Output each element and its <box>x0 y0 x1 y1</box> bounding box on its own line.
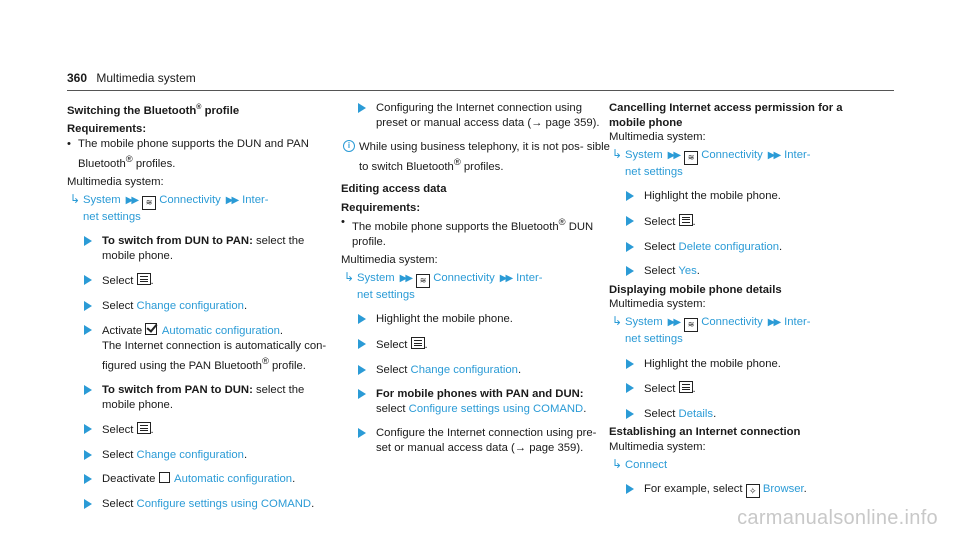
heading-cancel-access: Cancelling Internet access permission for a mobile phone <box>609 102 843 129</box>
path-internet-settings-link-cont[interactable]: net settings <box>83 210 141 223</box>
menu-icon <box>137 273 151 285</box>
step-arrow-icon <box>358 365 366 375</box>
step-delete-config: Select Delete configuration. <box>609 240 879 255</box>
menu-path <box>67 193 337 225</box>
connectivity-icon: ≋ <box>142 196 156 210</box>
step-configuring-internet: Configuring the Internet connection using preset or manual access data (→ page 359). <box>341 101 611 130</box>
step-dun-to-pan: To switch from DUN to PAN: select the mobile phone. <box>67 234 337 263</box>
compass-icon: ✧ <box>746 484 760 498</box>
step-arrow-icon <box>84 474 92 484</box>
step-select-menu: Select . <box>609 214 879 230</box>
step-deactivate-auto: Deactivate Automatic configuration. <box>67 472 337 487</box>
step-arrow-icon <box>626 191 634 201</box>
connect-link[interactable]: Connect <box>625 458 668 471</box>
requirements-heading: Requirements: <box>67 123 147 136</box>
return-arrow-icon: ↳ <box>344 269 355 284</box>
path-connectivity-link[interactable]: Connectivity <box>701 315 763 328</box>
browser-link[interactable]: Browser <box>762 483 804 496</box>
step-arrow-icon <box>358 428 366 438</box>
path-connectivity-link[interactable]: Connectivity <box>433 271 495 284</box>
double-chevron-icon: ▶▶ <box>767 316 780 328</box>
info-note: i While using business telephony, it is not pos- sible to switch Bluetooth® profiles. <box>341 140 611 174</box>
menu-icon <box>679 214 693 226</box>
path-internet-settings-link[interactable]: Inter- <box>242 193 269 206</box>
configure-comand-link[interactable]: Configure settings using COMAND <box>408 402 584 415</box>
multimedia-system-label: Multimedia system: <box>609 131 706 144</box>
change-configuration-link[interactable]: Change configuration <box>136 448 244 461</box>
path-connectivity-link[interactable]: Connectivity <box>701 148 763 161</box>
multimedia-system-label: Multimedia system: <box>609 298 706 311</box>
step-arrow-icon <box>626 359 634 369</box>
column-1 <box>67 101 337 522</box>
step-config-comand: Select Configure settings using COMAND. <box>67 497 337 512</box>
step-pan-and-dun: For mobile phones with PAN and DUN: select Configure settings using COMAND. <box>341 387 611 416</box>
step-arrow-icon <box>626 242 634 252</box>
step-highlight-phone: Highlight the mobile phone. <box>609 189 879 204</box>
details-link[interactable]: Details <box>678 407 714 420</box>
connectivity-icon: ≋ <box>684 318 698 332</box>
return-arrow-icon: ↳ <box>612 146 623 161</box>
multimedia-system-label: Multimedia system: <box>341 254 438 267</box>
double-chevron-icon: ▶▶ <box>667 149 680 161</box>
step-change-config-2: Select Change configuration. <box>67 448 337 463</box>
path-internet-settings-link-cont[interactable]: net settings <box>625 332 683 345</box>
step-arrow-icon <box>84 236 92 246</box>
path-internet-settings-link-cont[interactable]: net settings <box>357 288 415 301</box>
step-arrow-icon <box>358 314 366 324</box>
step-arrow-icon <box>626 383 634 393</box>
step-arrow-icon <box>84 301 92 311</box>
double-chevron-icon: ▶▶ <box>499 272 512 284</box>
return-arrow-icon: ↳ <box>70 191 81 206</box>
step-arrow-icon <box>84 275 92 285</box>
multimedia-system-label: Multimedia system: <box>609 440 706 453</box>
configure-comand-link[interactable]: Configure settings using COMAND <box>136 497 312 510</box>
step-arrow-icon <box>626 409 634 419</box>
step-select-menu: Select . <box>67 273 337 289</box>
double-chevron-icon: ▶▶ <box>399 272 412 284</box>
page-header <box>67 71 196 85</box>
menu-icon <box>411 337 425 349</box>
path-internet-settings-link[interactable]: Inter- <box>784 315 811 328</box>
delete-configuration-link[interactable]: Delete configuration <box>678 240 780 253</box>
heading-display-details: Displaying mobile phone details <box>609 283 782 296</box>
header-divider <box>67 90 894 91</box>
connectivity-icon: ≋ <box>684 151 698 165</box>
heading-editing-access-data: Editing access data <box>341 183 447 196</box>
menu-path <box>341 271 611 303</box>
menu-path <box>609 148 879 180</box>
step-highlight-phone: Highlight the mobile phone. <box>609 357 879 372</box>
requirement-item: • The mobile phone supports the DUN and PAN Bluetooth® profiles. <box>67 137 337 171</box>
menu-path-connect <box>609 458 879 473</box>
info-icon: i <box>343 140 355 152</box>
step-arrow-icon <box>626 266 634 276</box>
path-system-link[interactable]: System <box>625 315 663 328</box>
column-2 <box>341 101 611 466</box>
path-internet-settings-link[interactable]: Inter- <box>784 148 811 161</box>
page-number: 360 <box>67 71 88 85</box>
step-change-config: Select Change configuration. <box>67 299 337 314</box>
path-system-link[interactable]: System <box>625 148 663 161</box>
step-pan-to-dun: To switch from PAN to DUN: select the mobile phone. <box>67 383 337 412</box>
double-chevron-icon: ▶▶ <box>667 316 680 328</box>
step-arrow-icon <box>626 484 634 494</box>
path-connectivity-link[interactable]: Connectivity <box>159 193 221 206</box>
automatic-configuration-link[interactable]: Automatic configuration <box>174 473 293 486</box>
step-select-details: Select Details. <box>609 407 879 422</box>
multimedia-system-label: Multimedia system: <box>67 175 164 188</box>
step-arrow-icon <box>84 499 92 509</box>
watermark: carmanualsonline.info <box>737 507 938 529</box>
step-arrow-icon <box>358 389 366 399</box>
path-system-link[interactable]: System <box>357 271 395 284</box>
step-arrow-icon <box>84 385 92 395</box>
step-select-browser: For example, select ✧ Browser. <box>609 482 879 498</box>
yes-link[interactable]: Yes <box>678 265 697 278</box>
step-activate-auto: Activate Automatic configuration. The Internet connection is automatically con- figured using the PAN Bluetooth® profile. <box>67 323 337 373</box>
heading-switch-profile: Switching the Bluetooth® profile <box>67 104 240 117</box>
heading-establish-connection: Establishing an Internet connection <box>609 426 801 439</box>
step-change-config: Select Change configuration. <box>341 363 611 378</box>
menu-icon <box>137 422 151 434</box>
connectivity-icon: ≋ <box>416 274 430 288</box>
step-arrow-icon <box>626 216 634 226</box>
section-title: Multimedia system <box>96 71 196 85</box>
path-internet-settings-link-cont[interactable]: net settings <box>625 165 683 178</box>
double-chevron-icon: ▶▶ <box>125 194 138 206</box>
step-arrow-icon <box>358 339 366 349</box>
step-arrow-icon <box>358 103 366 113</box>
automatic-configuration-link[interactable]: Automatic configuration <box>161 325 280 338</box>
step-select-menu-2: Select . <box>67 422 337 438</box>
step-arrow-icon <box>84 424 92 434</box>
step-arrow-icon <box>84 325 92 335</box>
change-configuration-link[interactable]: Change configuration <box>410 363 518 376</box>
step-select-menu: Select . <box>609 381 879 397</box>
return-arrow-icon: ↳ <box>612 456 623 471</box>
change-configuration-link[interactable]: Change configuration <box>136 299 244 312</box>
step-configure-internet: Configure the Internet connection using pre- set or manual access data (→ page 359). <box>341 426 611 455</box>
step-arrow-icon <box>84 450 92 460</box>
step-highlight-phone: Highlight the mobile phone. <box>341 312 611 327</box>
path-system-link[interactable]: System <box>83 193 121 206</box>
menu-path <box>609 315 879 347</box>
checkbox-checked-icon[interactable] <box>145 323 157 335</box>
double-chevron-icon: ▶▶ <box>767 149 780 161</box>
step-select-menu: Select . <box>341 337 611 353</box>
double-chevron-icon: ▶▶ <box>225 194 238 206</box>
requirements-heading: Requirements: <box>341 201 421 214</box>
checkbox-empty-icon[interactable] <box>159 472 170 483</box>
path-internet-settings-link[interactable]: Inter- <box>516 271 543 284</box>
requirement-item: • The mobile phone supports the Bluetooth® DUN profile. <box>341 215 611 249</box>
menu-icon <box>679 381 693 393</box>
step-select-yes: Select Yes. <box>609 264 879 279</box>
column-3 <box>609 101 879 508</box>
return-arrow-icon: ↳ <box>612 313 623 328</box>
